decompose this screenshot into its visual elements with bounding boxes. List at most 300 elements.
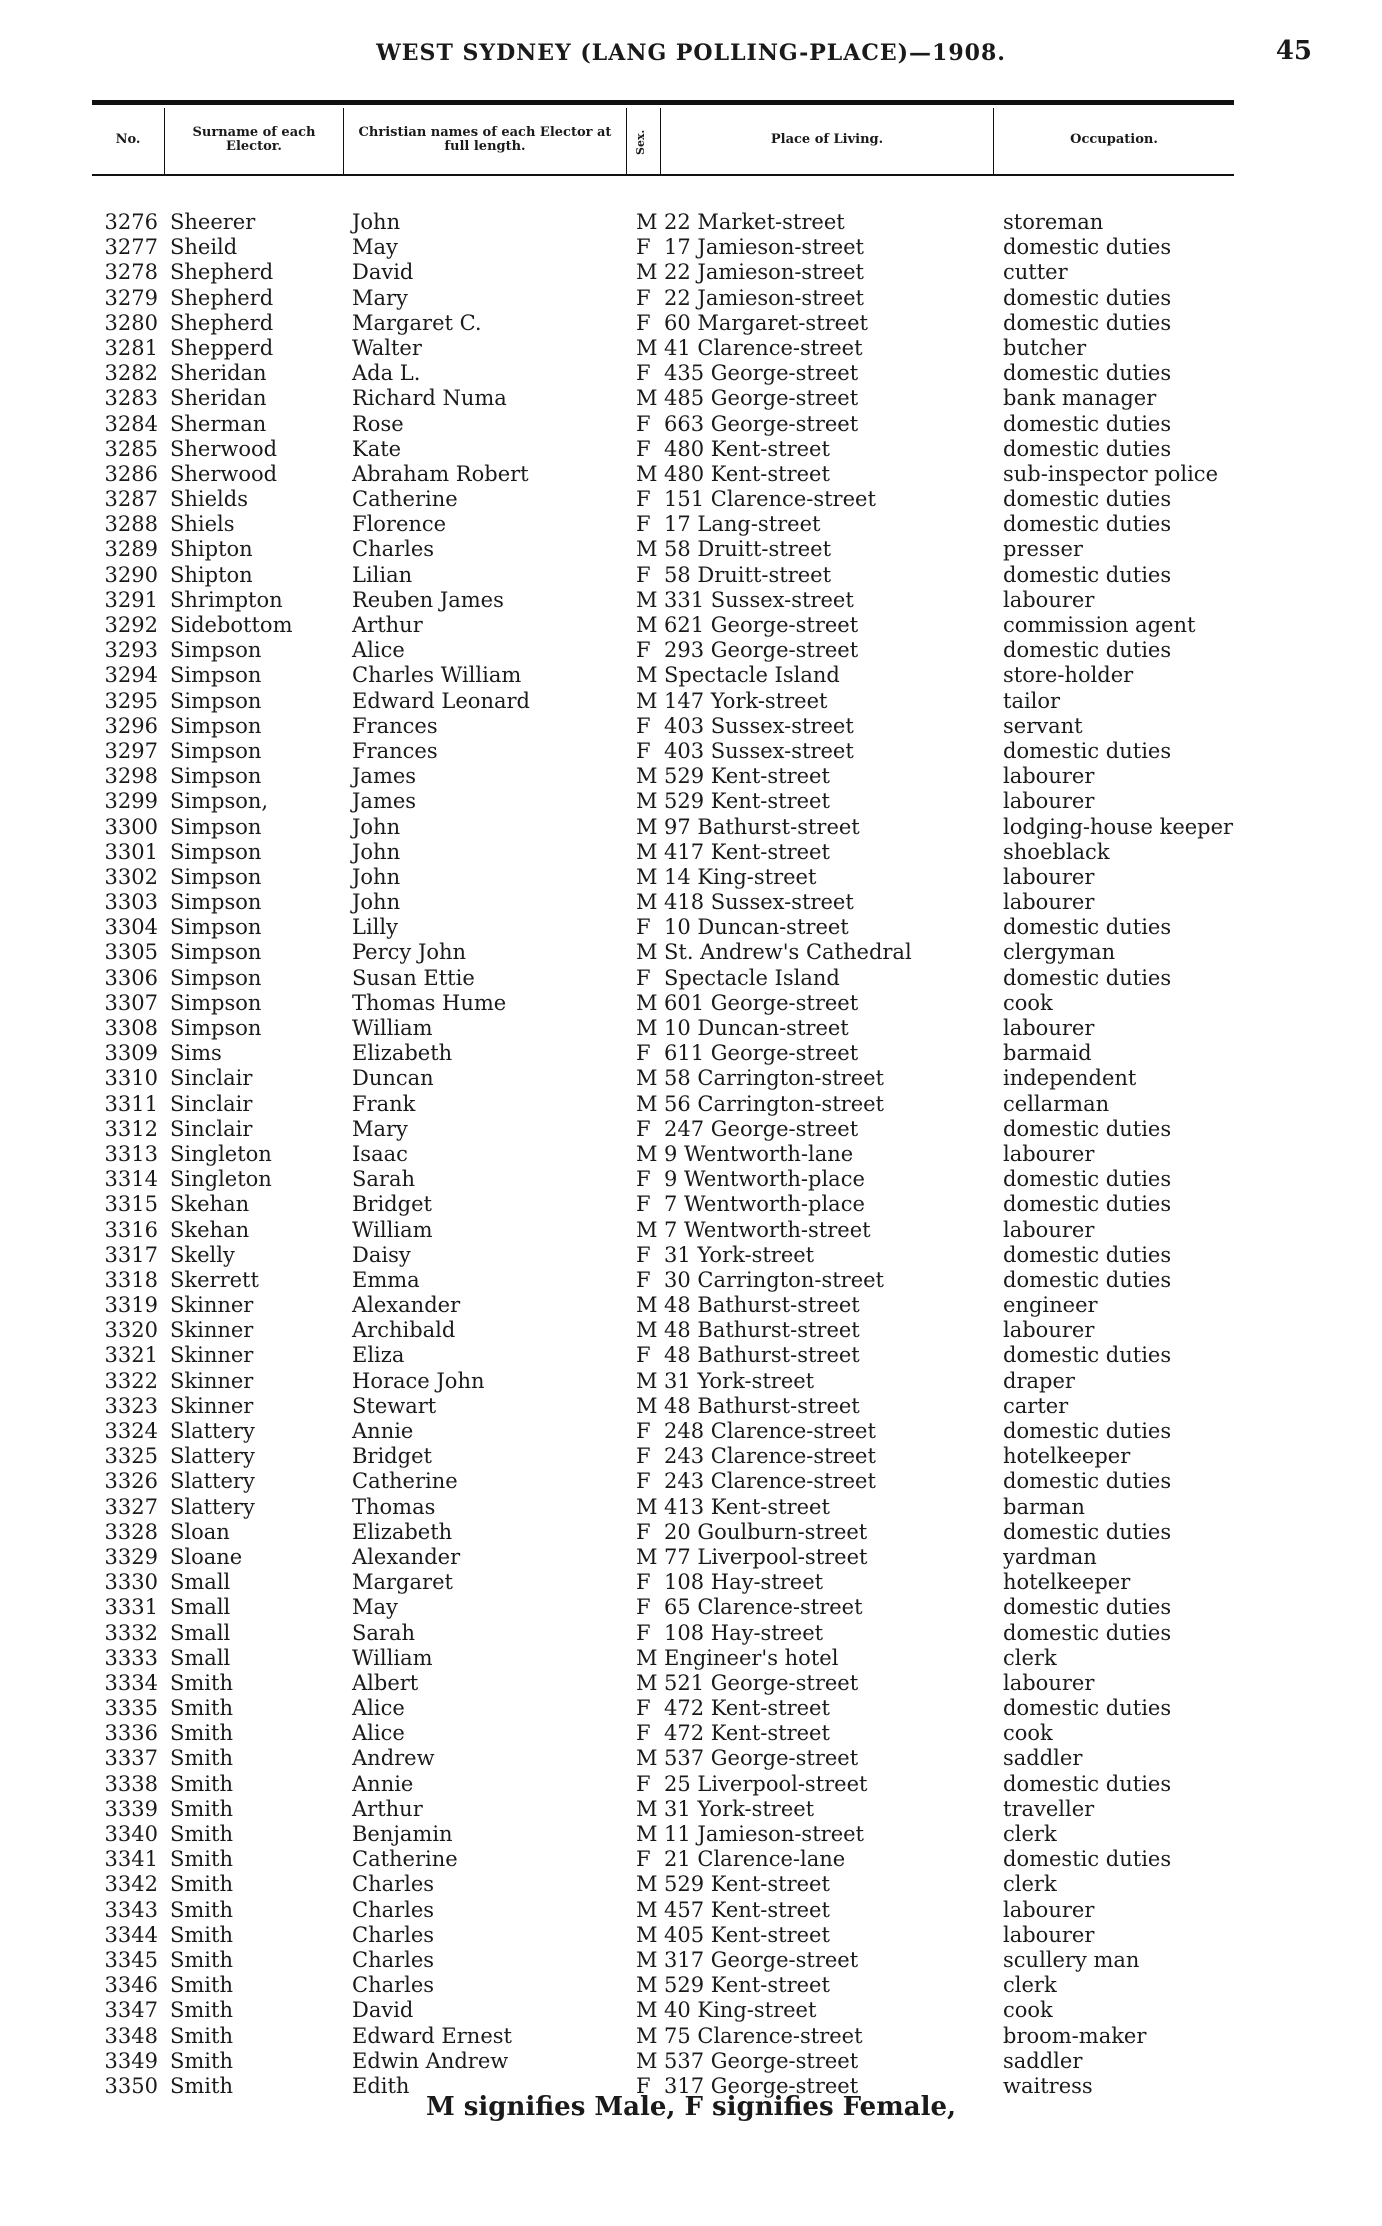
elector-row — [0, 286, 1382, 311]
elector-occupation: domestic duties — [1003, 235, 1172, 260]
elector-surname: Simpson — [170, 890, 262, 915]
elector-christian-names: Edward Ernest — [352, 2023, 512, 2048]
elector-christian-names: Alexander — [352, 1544, 461, 1569]
elector-number: 3304 — [104, 915, 158, 940]
elector-sex: F — [636, 738, 651, 763]
elector-surname: Smith — [170, 1670, 233, 1695]
elector-row — [0, 840, 1382, 865]
elector-sex: F — [636, 1167, 651, 1192]
elector-christian-names: Frances — [352, 738, 438, 763]
elector-surname: Slattery — [170, 1469, 255, 1494]
elector-christian-names: Arthur — [352, 613, 423, 637]
elector-place-of-living: 17 Jamieson-street — [664, 235, 864, 260]
elector-row — [0, 739, 1382, 764]
elector-surname: Smith — [170, 2048, 233, 2073]
column-divider — [164, 108, 165, 174]
elector-sex: F — [636, 1419, 651, 1443]
elector-sex: M — [636, 210, 658, 234]
elector-row — [0, 487, 1382, 512]
column-divider — [660, 108, 661, 174]
elector-surname: Sloan — [170, 1519, 230, 1544]
elector-sex: M — [636, 613, 658, 637]
elector-sex: F — [636, 1242, 651, 1267]
elector-occupation: servant — [1003, 713, 1083, 738]
elector-place-of-living: 22 Jamieson-street — [664, 260, 864, 285]
elector-place-of-living: 147 York-street — [664, 688, 828, 713]
elector-row — [0, 1293, 1382, 1318]
elector-christian-names: John — [352, 210, 401, 234]
elector-row — [0, 1343, 1382, 1368]
elector-row — [0, 1394, 1382, 1419]
elector-occupation: independent — [1003, 1066, 1137, 1091]
elector-number: 3337 — [104, 1746, 158, 1771]
elector-occupation: domestic duties — [1003, 1595, 1172, 1620]
elector-number: 3313 — [104, 1141, 158, 1166]
elector-christian-names: Edith — [352, 2073, 410, 2098]
elector-occupation: domestic duties — [1003, 915, 1172, 940]
elector-place-of-living: 14 King-street — [664, 864, 817, 889]
column-header-place-of-living: Place of Living. — [770, 132, 884, 148]
elector-number: 3323 — [104, 1393, 158, 1418]
elector-christian-names: Lilian — [352, 562, 413, 587]
elector-surname: Shepherd — [170, 285, 274, 310]
elector-christian-names: Abraham Robert — [352, 461, 529, 486]
elector-surname: Skinner — [170, 1293, 254, 1318]
elector-sex: M — [636, 1670, 658, 1695]
elector-surname: Sheild — [170, 235, 238, 260]
elector-surname: Smith — [170, 1947, 233, 1972]
elector-christian-names: Elizabeth — [352, 1519, 453, 1544]
column-header-surname: Surname of each Elector. — [192, 125, 316, 154]
elector-row — [0, 815, 1382, 840]
elector-place-of-living: 537 George-street — [664, 1746, 859, 1771]
elector-row — [0, 663, 1382, 688]
elector-sex: F — [636, 1116, 651, 1141]
elector-place-of-living: 621 George-street — [664, 613, 859, 637]
elector-occupation: labourer — [1003, 789, 1095, 814]
elector-number: 3279 — [104, 285, 158, 310]
elector-christian-names: Alexander — [352, 1293, 461, 1318]
elector-place-of-living: 331 Sussex-street — [664, 587, 854, 612]
elector-place-of-living: 418 Sussex-street — [664, 890, 854, 915]
elector-number: 3345 — [104, 1947, 158, 1972]
elector-surname: Sheridan — [170, 361, 267, 386]
elector-christian-names: Ada L. — [352, 361, 421, 386]
elector-occupation: draper — [1003, 1368, 1075, 1393]
elector-place-of-living: 31 York-street — [664, 1368, 815, 1393]
elector-sex: F — [636, 1721, 651, 1746]
elector-row — [0, 361, 1382, 386]
elector-number: 3318 — [104, 1267, 158, 1292]
electors-list — [0, 210, 1382, 2099]
elector-row — [0, 1822, 1382, 1847]
elector-row — [0, 1570, 1382, 1595]
elector-sex: M — [636, 1998, 658, 2023]
elector-row — [0, 437, 1382, 462]
elector-sex: M — [636, 814, 658, 839]
elector-sex: M — [636, 1318, 658, 1343]
elector-christian-names: Bridget — [352, 1192, 432, 1217]
elector-number: 3294 — [104, 663, 158, 688]
elector-place-of-living: 403 Sussex-street — [664, 713, 854, 738]
elector-surname: Smith — [170, 2073, 233, 2098]
column-divider — [993, 108, 994, 174]
elector-sex: F — [636, 1519, 651, 1544]
elector-place-of-living: 10 Duncan-street — [664, 915, 849, 940]
elector-number: 3326 — [104, 1469, 158, 1494]
elector-surname: Smith — [170, 2023, 233, 2048]
elector-surname: Smith — [170, 1973, 233, 1998]
elector-place-of-living: 243 Clarence-street — [664, 1469, 876, 1494]
elector-surname: Simpson — [170, 915, 262, 940]
elector-place-of-living: 60 Margaret-street — [664, 310, 868, 335]
elector-occupation: clergyman — [1003, 940, 1116, 965]
elector-place-of-living: 25 Liverpool-street — [664, 1771, 868, 1796]
elector-occupation: clerk — [1003, 1872, 1057, 1897]
elector-surname: Shields — [170, 487, 248, 512]
elector-place-of-living: 11 Jamieson-street — [664, 1822, 864, 1846]
elector-christian-names: Thomas — [352, 1494, 436, 1519]
elector-place-of-living: 58 Druitt-street — [664, 562, 832, 587]
column-divider — [626, 108, 627, 174]
elector-sex: F — [636, 285, 651, 310]
elector-place-of-living: 151 Clarence-street — [664, 487, 876, 512]
elector-surname: Singleton — [170, 1167, 272, 1192]
elector-christian-names: Catherine — [352, 1847, 458, 1872]
elector-christian-names: Richard Numa — [352, 386, 507, 411]
elector-surname: Shepherd — [170, 260, 274, 285]
elector-row — [0, 915, 1382, 940]
elector-row — [0, 1192, 1382, 1217]
elector-number: 3327 — [104, 1494, 158, 1519]
elector-surname: Sherman — [170, 411, 267, 436]
elector-number: 3340 — [104, 1822, 158, 1846]
elector-row — [0, 311, 1382, 336]
elector-row — [0, 1746, 1382, 1771]
elector-place-of-living: 10 Duncan-street — [664, 1016, 849, 1040]
elector-sex: F — [636, 965, 651, 990]
elector-place-of-living: 435 George-street — [664, 361, 859, 386]
elector-place-of-living: 403 Sussex-street — [664, 738, 854, 763]
elector-sex: M — [636, 1091, 658, 1116]
elector-sex: M — [636, 1016, 658, 1040]
elector-number: 3281 — [104, 335, 158, 360]
elector-sex: F — [636, 235, 651, 260]
elector-place-of-living: Spectacle Island — [664, 663, 840, 688]
elector-occupation: barman — [1003, 1494, 1085, 1519]
elector-place-of-living: 9 Wentworth-place — [664, 1167, 865, 1192]
elector-row — [0, 336, 1382, 361]
elector-surname: Smith — [170, 1696, 233, 1721]
elector-christian-names: Frank — [352, 1091, 416, 1116]
elector-row — [0, 638, 1382, 663]
elector-christian-names: Edward Leonard — [352, 688, 530, 713]
elector-row — [0, 1318, 1382, 1343]
elector-row — [0, 1923, 1382, 1948]
elector-occupation: labourer — [1003, 1217, 1095, 1242]
elector-row — [0, 764, 1382, 789]
elector-place-of-living: 48 Bathurst-street — [664, 1393, 860, 1418]
elector-sex: M — [636, 1947, 658, 1972]
elector-row — [0, 210, 1382, 235]
elector-row — [0, 991, 1382, 1016]
elector-sex: M — [636, 1393, 658, 1418]
elector-place-of-living: 601 George-street — [664, 990, 859, 1015]
elector-row — [0, 1998, 1382, 2023]
column-header-christian-names: Christian names of each Elector at full length. — [358, 125, 612, 154]
elector-occupation: domestic duties — [1003, 512, 1172, 537]
elector-number: 3309 — [104, 1041, 158, 1066]
elector-number: 3317 — [104, 1242, 158, 1267]
elector-place-of-living: 30 Carrington-street — [664, 1267, 884, 1292]
elector-surname: Simpson — [170, 638, 262, 663]
elector-sex: F — [636, 2073, 651, 2098]
elector-row — [0, 1092, 1382, 1117]
elector-surname: Smith — [170, 1872, 233, 1897]
elector-number: 3336 — [104, 1721, 158, 1746]
elector-occupation: butcher — [1003, 335, 1087, 360]
elector-occupation: carter — [1003, 1393, 1069, 1418]
elector-row — [0, 1066, 1382, 1091]
elector-christian-names: Lilly — [352, 915, 398, 940]
elector-number: 3285 — [104, 436, 158, 461]
page-title: WEST SYDNEY (LANG POLLING-PLACE)—1908. — [376, 40, 1006, 66]
elector-number: 3306 — [104, 965, 158, 990]
elector-christian-names: Charles — [352, 1872, 435, 1897]
elector-row — [0, 412, 1382, 437]
elector-occupation: hotelkeeper — [1003, 1570, 1131, 1595]
elector-number: 3280 — [104, 310, 158, 335]
elector-row — [0, 1545, 1382, 1570]
column-divider — [343, 108, 344, 174]
elector-surname: Singleton — [170, 1141, 272, 1166]
elector-sex: M — [636, 386, 658, 411]
elector-occupation: domestic duties — [1003, 310, 1172, 335]
elector-row — [0, 1621, 1382, 1646]
elector-occupation: domestic duties — [1003, 1167, 1172, 1192]
elector-occupation: labourer — [1003, 864, 1095, 889]
elector-sex: F — [636, 487, 651, 512]
elector-sex: F — [636, 512, 651, 537]
elector-place-of-living: 31 York-street — [664, 1796, 815, 1821]
elector-sex: M — [636, 940, 658, 965]
elector-place-of-living: 48 Bathurst-street — [664, 1318, 860, 1343]
elector-surname: Smith — [170, 1771, 233, 1796]
elector-row — [0, 1898, 1382, 1923]
elector-row — [0, 1520, 1382, 1545]
elector-surname: Small — [170, 1645, 231, 1670]
elector-row — [0, 1419, 1382, 1444]
elector-surname: Slattery — [170, 1444, 255, 1469]
elector-occupation: store-holder — [1003, 663, 1134, 688]
elector-occupation: labourer — [1003, 890, 1095, 915]
elector-number: 3299 — [104, 789, 158, 814]
elector-occupation: waitress — [1003, 2073, 1093, 2098]
elector-place-of-living: 611 George-street — [664, 1041, 859, 1066]
elector-number: 3349 — [104, 2048, 158, 2073]
elector-row — [0, 1369, 1382, 1394]
elector-sex: F — [636, 1343, 651, 1368]
elector-sex: F — [636, 436, 651, 461]
elector-christian-names: May — [352, 1595, 398, 1620]
elector-number: 3276 — [104, 210, 158, 234]
elector-number: 3347 — [104, 1998, 158, 2023]
elector-sex: F — [636, 1192, 651, 1217]
elector-row — [0, 260, 1382, 285]
header-rule-top — [92, 100, 1234, 105]
elector-sex: F — [636, 915, 651, 940]
elector-place-of-living: 529 Kent-street — [664, 1872, 830, 1897]
elector-place-of-living: 48 Bathurst-street — [664, 1343, 860, 1368]
elector-place-of-living: 41 Clarence-street — [664, 335, 863, 360]
elector-number: 3293 — [104, 638, 158, 663]
elector-number: 3329 — [104, 1544, 158, 1569]
elector-christian-names: William — [352, 1645, 433, 1670]
elector-number: 3322 — [104, 1368, 158, 1393]
elector-christian-names: Edwin Andrew — [352, 2048, 509, 2073]
elector-number: 3283 — [104, 386, 158, 411]
elector-place-of-living: 17 Lang-street — [664, 512, 821, 537]
elector-row — [0, 1444, 1382, 1469]
elector-occupation: clerk — [1003, 1645, 1057, 1670]
elector-number: 3278 — [104, 260, 158, 285]
elector-place-of-living: 58 Carrington-street — [664, 1066, 884, 1091]
elector-sex: M — [636, 1141, 658, 1166]
elector-sex: F — [636, 1570, 651, 1595]
elector-surname: Smith — [170, 1847, 233, 1872]
elector-place-of-living: 663 George-street — [664, 411, 859, 436]
elector-place-of-living: 108 Hay-street — [664, 1570, 824, 1595]
elector-number: 3310 — [104, 1066, 158, 1091]
elector-surname: Slattery — [170, 1494, 255, 1519]
elector-number: 3341 — [104, 1847, 158, 1872]
elector-sex: F — [636, 1041, 651, 1066]
elector-occupation: domestic duties — [1003, 487, 1172, 512]
elector-surname: Smith — [170, 1746, 233, 1771]
elector-sex: F — [636, 1847, 651, 1872]
elector-place-of-living: 48 Bathurst-street — [664, 1293, 860, 1318]
elector-place-of-living: 417 Kent-street — [664, 839, 830, 864]
elector-row — [0, 1218, 1382, 1243]
elector-christian-names: Emma — [352, 1267, 420, 1292]
elector-place-of-living: 20 Goulburn-street — [664, 1519, 868, 1544]
elector-christian-names: John — [352, 839, 401, 864]
elector-sex: F — [636, 1771, 651, 1796]
elector-place-of-living: 317 George-street — [664, 1947, 859, 1972]
sex-legend-footer: M signifies Male, F signifies Female, — [425, 2092, 957, 2122]
elector-row — [0, 2049, 1382, 2074]
elector-row — [0, 940, 1382, 965]
elector-christian-names: James — [352, 764, 417, 789]
elector-row — [0, 1797, 1382, 1822]
elector-row — [0, 588, 1382, 613]
elector-number: 3334 — [104, 1670, 158, 1695]
elector-place-of-living: 521 George-street — [664, 1670, 859, 1695]
elector-number: 3308 — [104, 1016, 158, 1040]
elector-occupation: cook — [1003, 1998, 1053, 2023]
elector-occupation: clerk — [1003, 1973, 1057, 1998]
elector-row — [0, 1117, 1382, 1142]
elector-christian-names: Horace John — [352, 1368, 485, 1393]
elector-sex: M — [636, 1822, 658, 1846]
elector-sex: M — [636, 864, 658, 889]
elector-place-of-living: 457 Kent-street — [664, 1897, 830, 1922]
elector-christian-names: Stewart — [352, 1393, 437, 1418]
elector-surname: Sims — [170, 1041, 222, 1066]
elector-place-of-living: 58 Druitt-street — [664, 537, 832, 562]
elector-row — [0, 865, 1382, 890]
elector-surname: Smith — [170, 1897, 233, 1922]
elector-christian-names: Charles — [352, 1973, 435, 1998]
elector-surname: Slattery — [170, 1419, 255, 1443]
elector-place-of-living: 21 Clarence-lane — [664, 1847, 846, 1872]
elector-surname: Simpson — [170, 839, 262, 864]
elector-surname: Simpson — [170, 764, 262, 789]
elector-sex: M — [636, 537, 658, 562]
elector-occupation: sub-inspector police — [1003, 461, 1218, 486]
elector-place-of-living: 317 George-street — [664, 2073, 859, 2098]
elector-occupation: traveller — [1003, 1796, 1095, 1821]
elector-occupation: domestic duties — [1003, 1116, 1172, 1141]
elector-sex: M — [636, 789, 658, 814]
elector-occupation: labourer — [1003, 1016, 1095, 1040]
elector-place-of-living: 537 George-street — [664, 2048, 859, 2073]
elector-row — [0, 1268, 1382, 1293]
elector-surname: Sloane — [170, 1544, 243, 1569]
elector-number: 3288 — [104, 512, 158, 537]
elector-sex: M — [636, 1746, 658, 1771]
elector-occupation: domestic duties — [1003, 1419, 1172, 1443]
elector-number: 3315 — [104, 1192, 158, 1217]
elector-christian-names: John — [352, 864, 401, 889]
elector-surname: Skelly — [170, 1242, 235, 1267]
elector-number: 3291 — [104, 587, 158, 612]
elector-surname: Shiels — [170, 512, 235, 537]
elector-christian-names: Kate — [352, 436, 402, 461]
elector-christian-names: Florence — [352, 512, 447, 537]
elector-sex: M — [636, 1217, 658, 1242]
elector-surname: Skinner — [170, 1343, 254, 1368]
elector-christian-names: Percy John — [352, 940, 467, 965]
elector-place-of-living: 56 Carrington-street — [664, 1091, 884, 1116]
elector-occupation: domestic duties — [1003, 1519, 1172, 1544]
elector-christian-names: Benjamin — [352, 1822, 453, 1846]
column-header-no: No. — [115, 132, 141, 148]
elector-number: 3335 — [104, 1696, 158, 1721]
elector-number: 3292 — [104, 613, 158, 637]
elector-number: 3311 — [104, 1091, 158, 1116]
elector-christian-names: Charles — [352, 537, 435, 562]
elector-place-of-living: 480 Kent-street — [664, 461, 830, 486]
elector-christian-names: Alice — [352, 638, 405, 663]
elector-occupation: labourer — [1003, 764, 1095, 789]
elector-place-of-living: 243 Clarence-street — [664, 1444, 876, 1469]
elector-sex: F — [636, 1620, 651, 1645]
elector-occupation: shoeblack — [1003, 839, 1110, 864]
elector-occupation: domestic duties — [1003, 1469, 1172, 1494]
elector-occupation: labourer — [1003, 1922, 1095, 1947]
elector-sex: F — [636, 1595, 651, 1620]
elector-christian-names: Andrew — [352, 1746, 435, 1771]
column-header-sex: Sex. — [634, 129, 647, 155]
elector-sex: M — [636, 890, 658, 915]
elector-sex: M — [636, 1368, 658, 1393]
elector-sex: M — [636, 839, 658, 864]
elector-occupation: domestic duties — [1003, 1192, 1172, 1217]
elector-surname: Small — [170, 1595, 231, 1620]
elector-place-of-living: 405 Kent-street — [664, 1922, 830, 1947]
elector-place-of-living: 22 Jamieson-street — [664, 285, 864, 310]
